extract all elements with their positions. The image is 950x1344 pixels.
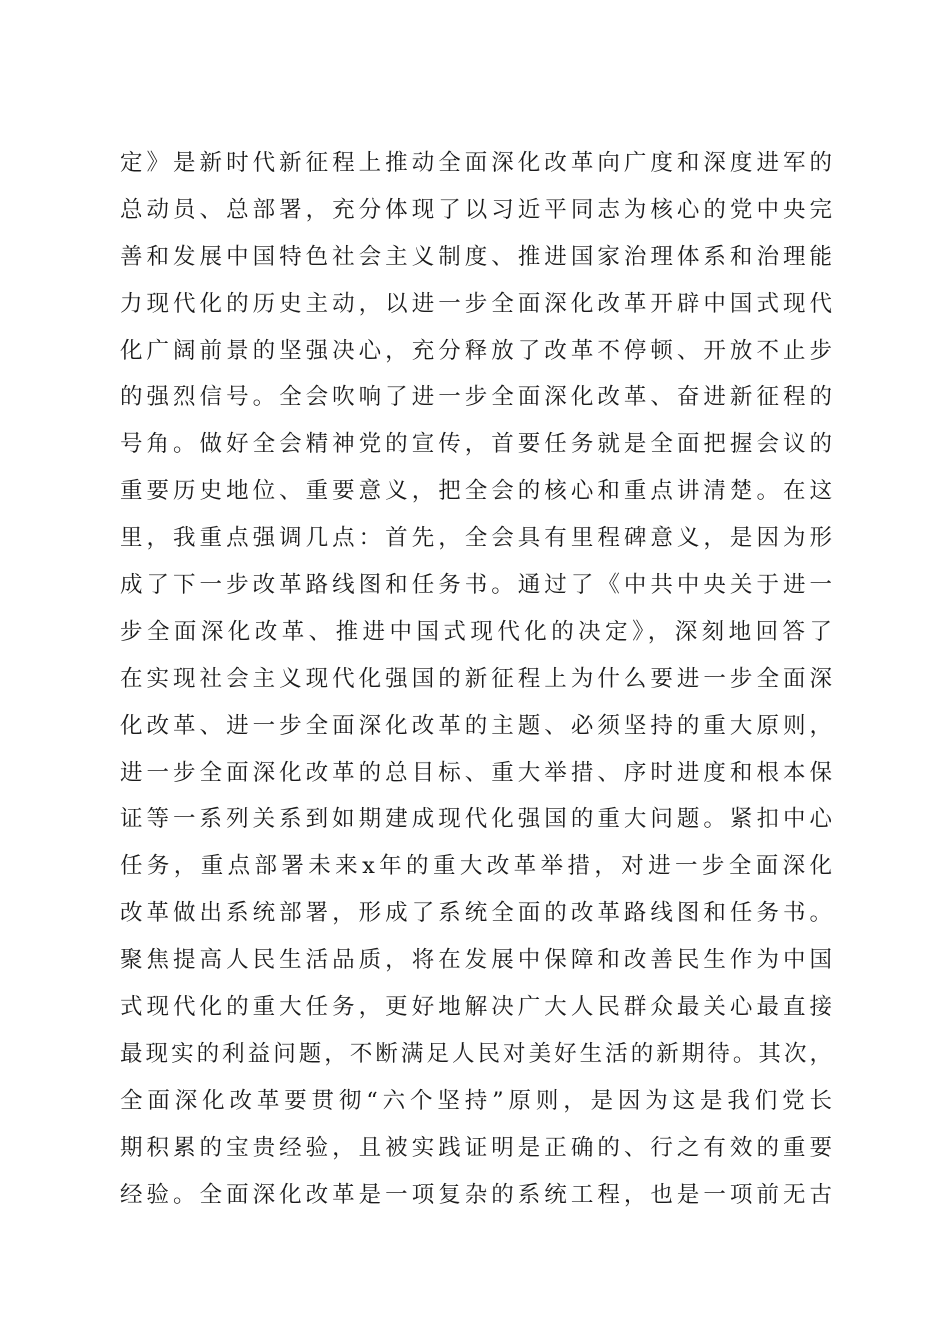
text-line-3: 善和发展中国特色社会主义制度、推进国家治理体系和治理能 — [120, 243, 832, 270]
text-line-11: 步全面深化改革、推进中国式现代化的决定》，深刻地回答了 — [120, 618, 832, 645]
text-line-16: 任务，重点部署未来x年的重大改革举措，对进一步全面深化 — [120, 853, 832, 880]
text-line-6: 的强烈信号。全会吹响了进一步全面深化改革、奋进新征程的 — [120, 384, 832, 411]
text-line-21: 全面深化改革要贯彻“六个坚持”原则，是因为这是我们党长 — [120, 1087, 832, 1114]
text-line-20: 最现实的利益问题，不断满足人民对美好生活的新期待。其次， — [120, 1040, 832, 1067]
text-line-7: 号角。做好全会精神党的宣传，首要任务就是全面把握会议的 — [120, 431, 832, 458]
text-line-19: 式现代化的重大任务，更好地解决广大人民群众最关心最直接 — [120, 994, 832, 1021]
text-line-4: 力现代化的历史主动，以进一步全面深化改革开辟中国式现代 — [120, 290, 832, 317]
text-line-18: 聚焦提高人民生活品质，将在发展中保障和改善民生作为中国 — [120, 947, 832, 974]
text-line-9: 里，我重点强调几点：首先，全会具有里程碑意义，是因为形 — [120, 525, 832, 552]
text-line-15: 证等一系列关系到如期建成现代化强国的重大问题。紧扣中心 — [120, 806, 832, 833]
text-line-14: 进一步全面深化改革的总目标、重大举措、序时进度和根本保 — [120, 759, 832, 786]
text-line-2: 总动员、总部署，充分体现了以习近平同志为核心的党中央完 — [120, 196, 832, 223]
text-line-13: 化改革、进一步全面深化改革的主题、必须坚持的重大原则， — [120, 712, 832, 739]
text-line-8: 重要历史地位、重要意义，把全会的核心和重点讲清楚。在这 — [120, 478, 832, 505]
text-line-5: 化广阔前景的坚强决心，充分释放了改革不停顿、开放不止步 — [120, 337, 832, 364]
text-line-12: 在实现社会主义现代化强国的新征程上为什么要进一步全面深 — [120, 665, 832, 692]
body-text — [120, 140, 832, 1218]
text-line-17: 改革做出系统部署，形成了系统全面的改革路线图和任务书。 — [120, 900, 832, 927]
text-line-1: 定》是新时代新征程上推动全面深化改革向广度和深度进军的 — [120, 150, 832, 176]
text-line-23: 经验。全面深化改革是一项复杂的系统工程，也是一项前无古 — [120, 1181, 832, 1208]
text-line-22: 期积累的宝贵经验，且被实践证明是正确的、行之有效的重要 — [120, 1134, 832, 1161]
text-line-10: 成了下一步改革路线图和任务书。通过了《中共中央关于进一 — [120, 572, 832, 599]
